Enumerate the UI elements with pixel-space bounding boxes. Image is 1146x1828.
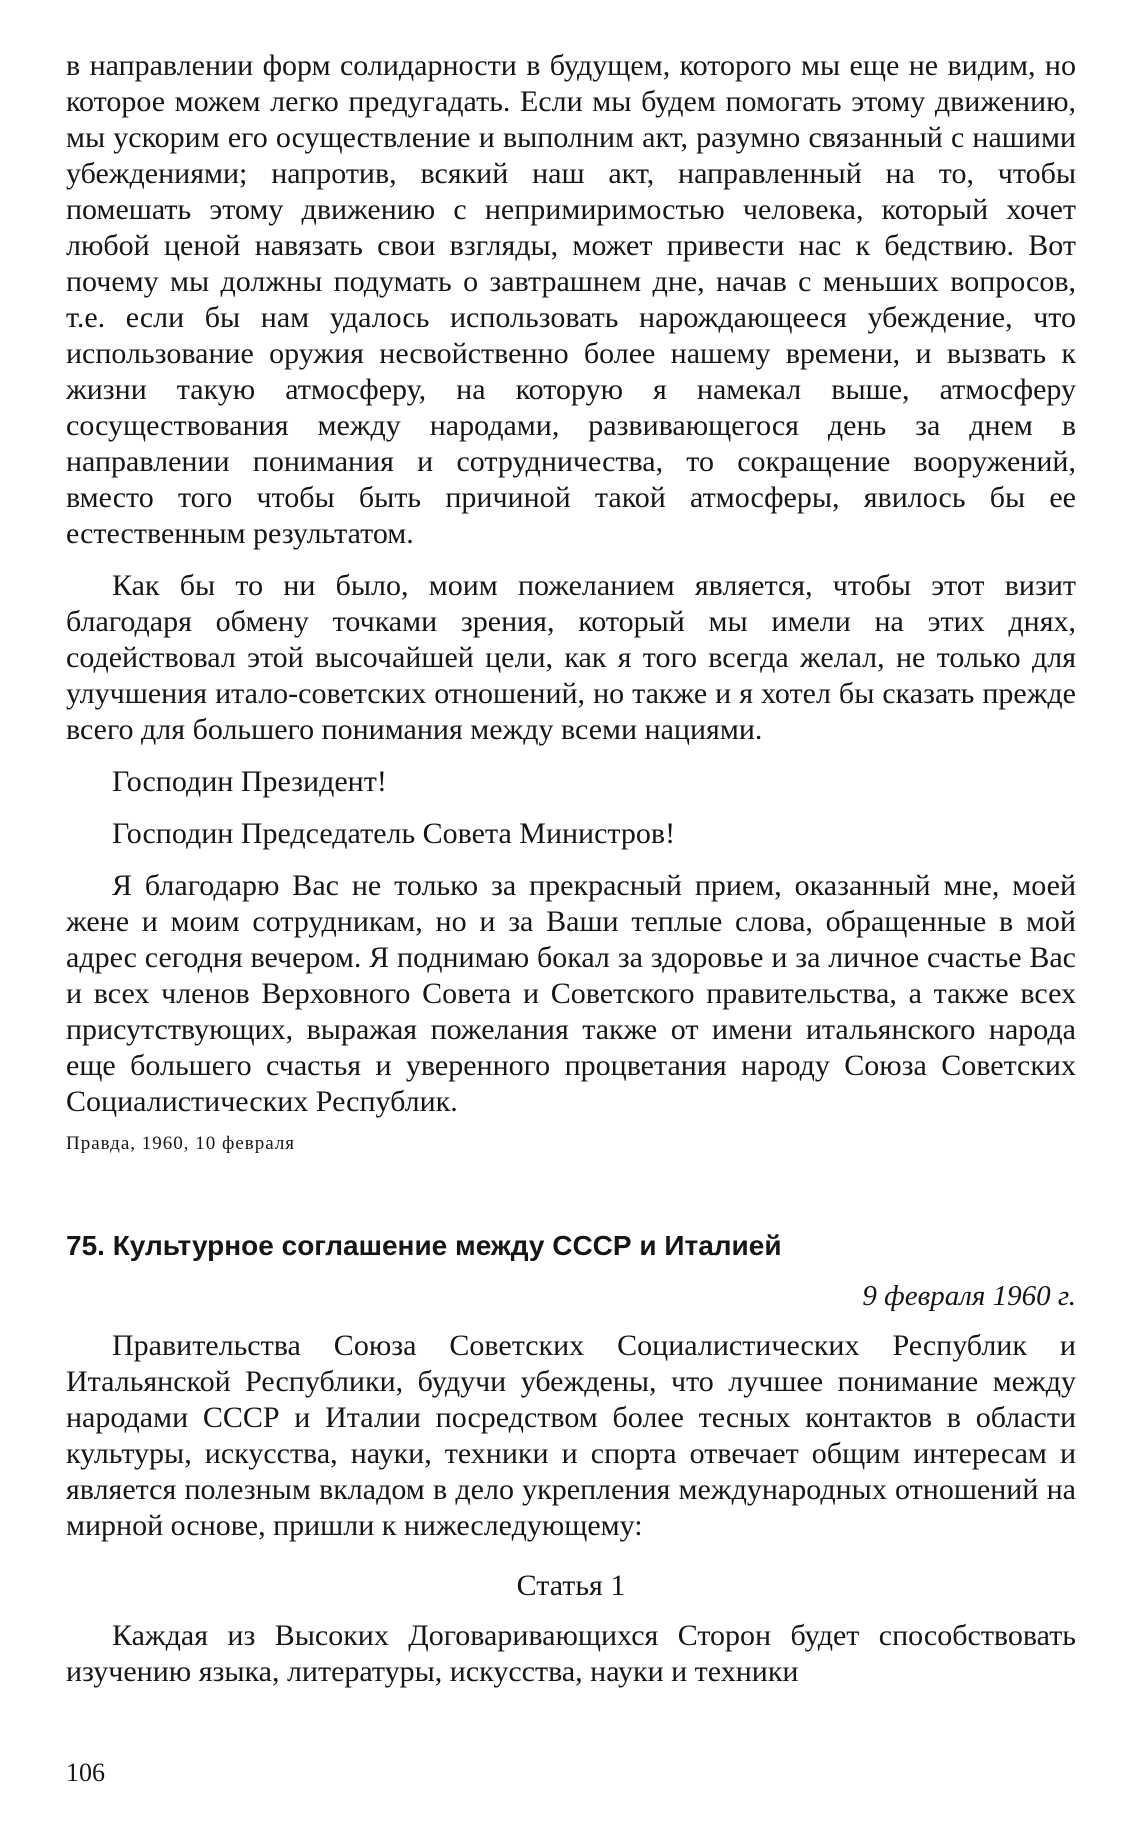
paragraph-5: Каждая из Высоких Договаривающихся Сторон будет способствовать изучению языка, литературы, искусства, науки и техники [66,1619,1076,1688]
address-president: Господин Президент! [112,765,387,798]
section-heading: 75. Культурное соглашение между СССР и Италией [66,1230,782,1261]
source-citation: Правда, 1960, 10 февраля [66,1133,296,1154]
document-page [66,48,1076,1788]
paragraph-4: Правительства Союза Советских Социалистических Республик и Итальянской Республики, будучи убеждены, что лучшее понимание между народами СССР и Италии посредством более тесных контактов в области культуры, искусства, науки, техники и спорта отвечает общим интересам и является полезным вкладом в дело укрепления международных отношений на мирной основе, пришли к нижеследующему: [66,1329,1076,1542]
paragraph-2: Как бы то ни было, моим пожеланием является, чтобы этот визит благодаря обмену точками зрения, который мы имели на этих днях, содействовал этой высочайшей цели, как я того всегда желал, не только для улучшения итало-советских отношений, но также и я хотел бы сказать прежде всего для большего понимания между всеми нациями. [66,569,1076,746]
page-number: 106 [66,1758,105,1787]
article-title: Статья 1 [516,1569,626,1602]
address-chairman: Господин Председатель Совета Министров! [112,817,676,850]
agreement-date: 9 февраля 1960 г. [862,1280,1076,1312]
paragraph-1: в направлении форм солидарности в будущем, которого мы еще не видим, но которое можем легко предугадать. Если мы будем помогать этому движению, мы ускорим его осуществление и выполним акт, разумно связанный с нашими убеждениями; напротив, всякий наш акт, направленный на то, чтобы помешать этому движению с непримиримостью человека, который хочет любой ценой навязать свои взгляды, может привести нас к бедствию. Вот почему мы должны подумать о завтрашнем дне, начав с меньших вопросов, т.е. если бы нам удалось использовать нарождающееся убеждение, что использование оружия несвойственно более нашему времени, и вызвать к жизни такую атмосферу, на которую я намекал выше, атмосферу сосуществования между народами, развивающегося день за днем в направлении понимания и сотрудничества, то сокращение вооружений, вместо того чтобы быть причиной такой атмосферы, явилось бы ее естественным результатом. [66,49,1076,550]
paragraph-3: Я благодарю Вас не только за прекрасный прием, оказанный мне, моей жене и моим сотрудникам, но и за Ваши теплые слова, обращенные в мой адрес сегодня вечером. Я поднимаю бокал за здоровье и за личное счастье Вас и всех членов Верховного Совета и Советского правительства, а также всех присутствующих, выражая пожелания также от имени итальянского народа еще большего счастья и уверенного процветания народу Союза Советских Социалистических Республик. [66,869,1076,1118]
